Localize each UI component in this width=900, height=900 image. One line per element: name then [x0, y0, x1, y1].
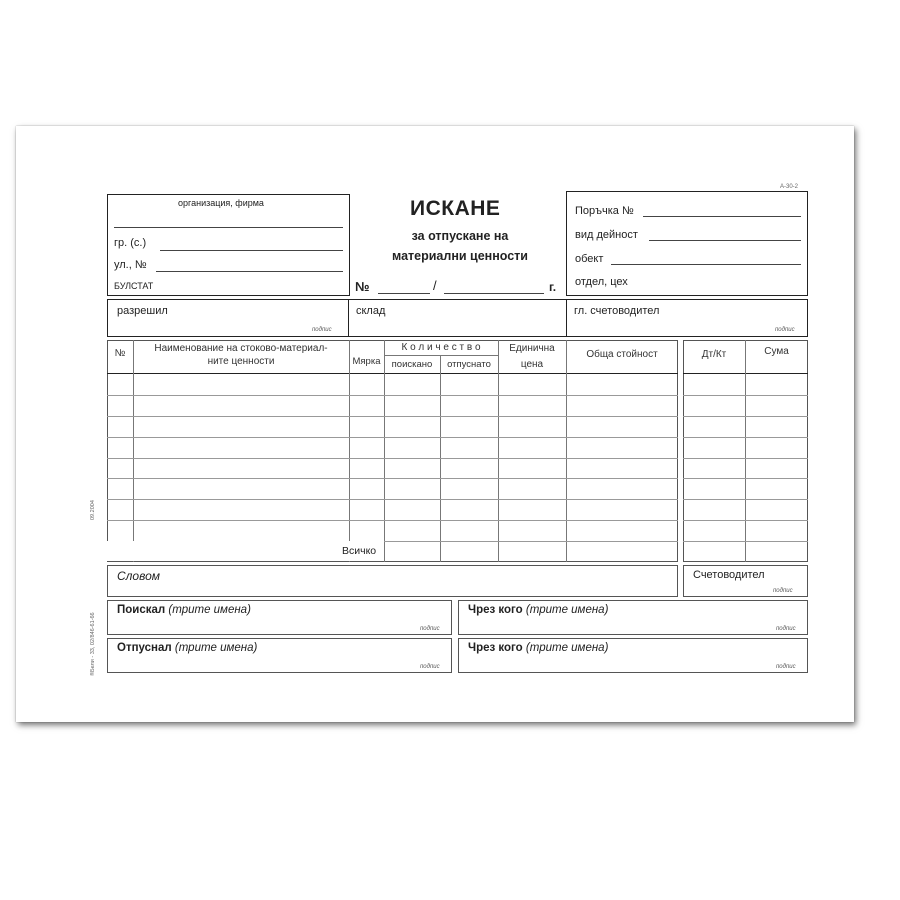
col-line-unit-price [566, 340, 567, 562]
warehouse-label: склад [356, 305, 386, 317]
col-no-header: № [114, 348, 126, 359]
total-label: Всичко [342, 545, 377, 557]
order-number-label: Поръчка № [575, 205, 634, 217]
accounting-row[interactable] [683, 520, 808, 521]
approved-by-label: разрешил [117, 305, 168, 317]
number-field[interactable] [378, 293, 430, 294]
items-header-border [107, 373, 678, 374]
requested-by-signature-note: подпис [420, 626, 440, 632]
released-by-hint: (трите имена) [174, 642, 258, 654]
col-requested-header: поискано [391, 359, 433, 370]
table-row[interactable] [107, 395, 678, 396]
accounting-row[interactable] [683, 478, 808, 479]
released-by-label: Отпуснал [117, 642, 172, 654]
approval-divider-1 [348, 300, 349, 336]
col-sum-header: Сума [764, 346, 789, 357]
date-field[interactable] [444, 293, 544, 294]
requested-by-label: Поискал [117, 604, 166, 616]
approval-row [107, 299, 808, 337]
col-dt-kt-header: Дт/Кт [701, 349, 727, 360]
order-box [566, 191, 808, 296]
street-field[interactable] [156, 271, 343, 272]
through-whom-field-2 [468, 642, 608, 654]
col-unit-price-header-line1: Единична [509, 343, 555, 354]
accounting-row[interactable] [683, 499, 808, 500]
through-whom-signature-note-1: подпис [776, 626, 796, 632]
col-released-header: отпуснато [447, 359, 491, 370]
accounting-row[interactable] [683, 416, 808, 417]
form-subtitle-line2: материални ценности [392, 249, 528, 263]
released-by-field [117, 642, 257, 654]
col-name-header-line1: Наименование на стоково-материал- [154, 343, 328, 354]
form-title: ИСКАНЕ [410, 197, 501, 220]
table-row[interactable] [107, 520, 678, 521]
object-label: обект [575, 253, 604, 265]
approved-by-signature-note: подпис [312, 327, 332, 333]
col-name-header-line2: ните ценности [207, 356, 275, 367]
accounting-row[interactable] [683, 541, 808, 542]
street-label: ул., № [114, 259, 147, 271]
col-quantity-header: К о л и ч е с т в о [401, 342, 481, 353]
through-whom-field-1 [468, 604, 608, 616]
in-words-box[interactable] [107, 565, 678, 597]
through-whom-label-2: Чрез кого [468, 642, 523, 654]
accounting-row[interactable] [683, 458, 808, 459]
col-line-released [498, 340, 499, 562]
accountant-label: Счетоводител [693, 569, 765, 581]
bulstat-label: БУЛСТАТ [114, 281, 154, 291]
year-label: г. [549, 280, 557, 294]
col-line-no [133, 340, 134, 562]
number-label: № [355, 279, 370, 294]
requested-by-field [117, 604, 251, 616]
accounting-row[interactable] [683, 395, 808, 396]
city-label: гр. (с.) [114, 237, 147, 249]
released-by-box[interactable] [107, 638, 452, 673]
through-whom-hint-1: (трите имена) [525, 604, 609, 616]
object-field[interactable] [611, 264, 801, 265]
chief-accountant-label: гл. счетоводител [574, 305, 660, 317]
col-unit-price-header-line2: цена [520, 359, 544, 370]
number-slash: / [433, 278, 437, 293]
activity-field[interactable] [649, 240, 801, 241]
city-field[interactable] [160, 250, 343, 251]
form-subtitle-line1: за отпускане на [411, 229, 509, 243]
form-code: А-30-2 [780, 184, 799, 190]
organization-caption: организация, фирма [178, 198, 264, 208]
released-by-signature-note: подпис [420, 664, 440, 670]
in-words-label: Словом [117, 569, 161, 583]
accountant-signature-note: подпис [773, 588, 793, 594]
through-whom-box-1[interactable] [458, 600, 808, 635]
accounting-row[interactable] [683, 437, 808, 438]
quantity-subheader-line [384, 355, 498, 356]
through-whom-hint-2: (трите имена) [525, 642, 609, 654]
activity-label: вид дейност [575, 229, 638, 241]
col-line-unit [384, 340, 385, 562]
accountant-box[interactable] [683, 565, 808, 597]
table-row[interactable] [107, 416, 678, 417]
requested-by-hint: (трите имена) [168, 604, 251, 616]
organization-box [107, 194, 350, 296]
table-row[interactable] [107, 499, 678, 500]
print-date-code: 09.2004 [90, 500, 96, 520]
requested-by-box[interactable] [107, 600, 452, 635]
col-total-header: Обща стойност [586, 349, 658, 360]
catalog-code: ®Бели - 33, 02/846-61-66 [90, 612, 96, 676]
col-unit-header: Мярка [352, 356, 381, 367]
chief-accountant-signature-note: подпис [775, 327, 795, 333]
organization-name-line[interactable] [114, 227, 343, 228]
col-line-dt-kt [745, 340, 746, 562]
table-row[interactable] [107, 437, 678, 438]
department-label: отдел, цех [575, 276, 628, 288]
approval-divider-2 [566, 300, 567, 336]
through-whom-label-1: Чрез кого [468, 604, 523, 616]
table-row[interactable] [107, 458, 678, 459]
order-number-field[interactable] [643, 216, 801, 217]
table-row[interactable] [107, 478, 678, 479]
through-whom-box-2[interactable] [458, 638, 808, 673]
through-whom-signature-note-2: подпис [776, 664, 796, 670]
col-line-name [349, 340, 350, 562]
